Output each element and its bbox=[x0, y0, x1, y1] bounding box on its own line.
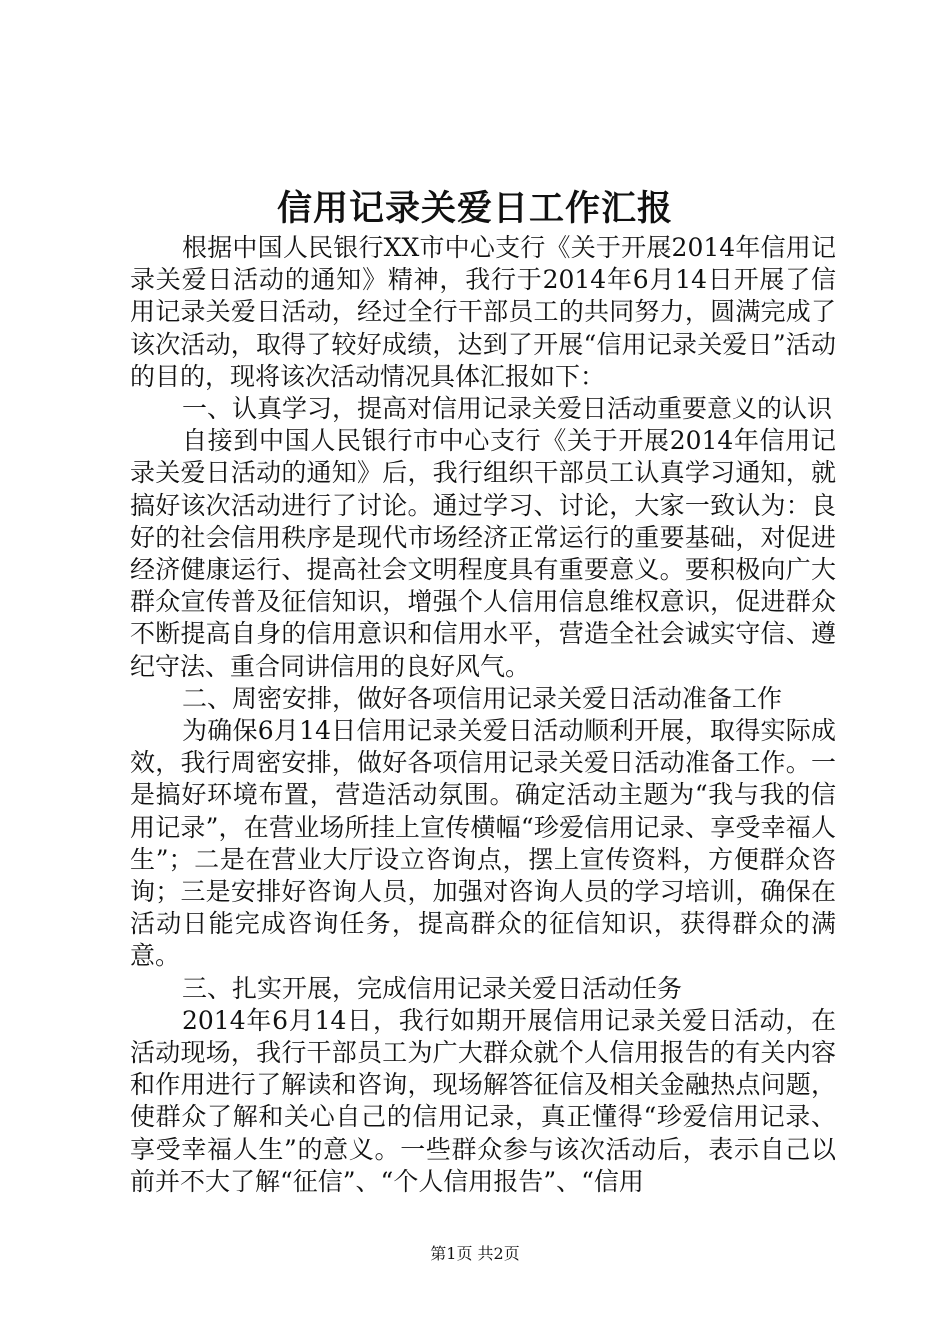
section-1-paragraph: 自接到中国人民银行市中心支行《关于开展2014年信用记录关爱日活动的通知》后，我行组织干部员工认真学习通知，就搞好该次活动进行了讨论。通过学习、讨论，大家一致认为：良好的社会信用秩序是现代市场经济正常运行的重要基础，对促进经济健康运行、提高社会文明程度具有重要意义。要积极向广大群众宣传普及征信知识，增强个人信用信息维权意识，促进群众不断提高自身的信用意识和信用水平，营造全社会诚实守信、遵纪守法、重合同讲信用的良好风气。 bbox=[130, 426, 836, 681]
document-title: 信用记录关爱日工作汇报 bbox=[276, 188, 673, 229]
document-body bbox=[130, 232, 836, 1198]
section-2-paragraph: 为确保6月14日信用记录关爱日活动顺利开展，取得实际成效，我行周密安排，做好各项信用记录关爱日活动准备工作。一是搞好环境布置，营造活动氛围。确定活动主题为“我与我的信用记录”，在营业场所挂上宣传横幅“珍爱信用记录、享受幸福人生”；二是在营业大厅设立咨询点，摆上宣传资料，方便群众咨询；三是安排好咨询人员，加强对咨询人员的学习培训，确保在活动日能完成咨询任务，提高群众的征信知识，获得群众的满意。 bbox=[130, 716, 836, 971]
section-heading-1: 一、认真学习，提高对信用记录关爱日活动重要意义的认识 bbox=[182, 394, 833, 424]
section-heading-2: 二、周密安排，做好各项信用记录关爱日活动准备工作 bbox=[182, 683, 783, 713]
page-number-footer: 第1页 共2页 bbox=[430, 1244, 520, 1263]
section-3-paragraph: 2014年6月14日，我行如期开展信用记录关爱日活动，在活动现场，我行干部员工为广大群众就个人信用报告的有关内容和作用进行了解读和咨询，现场解答征信及相关金融热点问题，使群众了解和关心自己的信用记录，真正懂得“珍爱信用记录、享受幸福人生”的意义。一些群众参与该次活动后，表示自己以前并不大了解“征信”、“个人信用报告”、“信用 bbox=[130, 1005, 836, 1196]
intro-paragraph: 根据中国人民银行XX市中心支行《关于开展2014年信用记录关爱日活动的通知》精神，我行于2014年6月14日开展了信用记录关爱日活动，经过全行干部员工的共同努力，圆满完成了该次活动，取得了较好成绩，达到了开展“信用记录关爱日”活动的目的，现将该次活动情况具体汇报如下： bbox=[130, 233, 836, 391]
section-heading-3: 三、扎实开展，完成信用记录关爱日活动任务 bbox=[182, 973, 683, 1003]
